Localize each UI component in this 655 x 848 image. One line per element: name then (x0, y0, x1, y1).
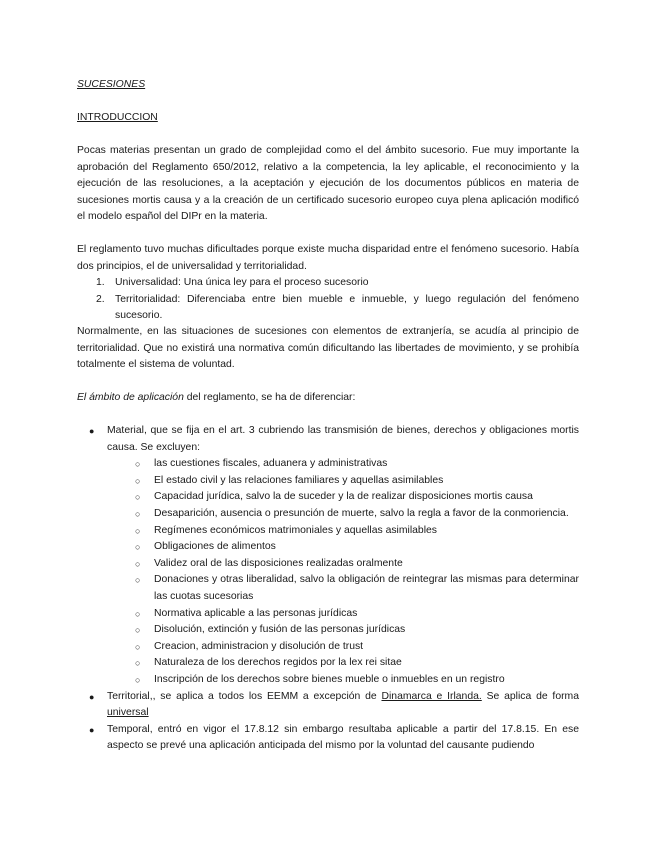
exclusion-text: las cuestiones fiscales, aduanera y administrativas (154, 458, 388, 470)
exclusion-text: Validez oral de las disposiciones realizadas oralmente (154, 557, 403, 569)
sub-bullet-marker: ○ (135, 525, 141, 536)
sub-bullet-marker: ○ (135, 558, 141, 569)
numbered-item (96, 292, 579, 325)
sub-bullet-marker: ○ (135, 575, 141, 586)
exclusion-text: El estado civil y las relaciones familiares y aquellas asimilables (154, 474, 444, 486)
bullet-text: Territorial,, se aplica a todos los EEMM a excepción de (107, 690, 382, 702)
exclusion-item (135, 606, 579, 623)
section-heading: INTRODUCCION (77, 112, 158, 123)
numbered-list (96, 275, 579, 325)
exclusion-item (135, 456, 579, 473)
exclusion-item (135, 523, 579, 540)
exclusion-item (135, 506, 579, 523)
countries-excluded: Dinamarca e Irlanda. (381, 690, 482, 702)
bullet-item-territorial (89, 689, 579, 722)
document-title: SUCESIONES (77, 79, 146, 90)
territoriality-paragraph: Normalmente, en las situaciones de sucesiones con elementos de extranjería, se acudía al principio de territorialidad. Que no existirá una normativa común dificultando las libertades de movimiento, y se prohibía totalmente el sistema de voluntad. (77, 326, 579, 371)
sub-bullet-marker: ○ (135, 641, 141, 652)
sub-bullet-marker: ○ (135, 625, 141, 636)
exclusion-list (89, 456, 579, 688)
bullet-marker: ● (89, 691, 95, 702)
exclusion-text: Regímenes económicos matrimoniales y aquellas asimilables (154, 524, 437, 536)
exclusion-item (135, 572, 579, 605)
numbered-item-text: Territorialidad: Diferenciaba entre bien mueble e inmueble, y luego regulación del fenómeno sucesorio. (115, 293, 579, 322)
bullet-marker: ● (89, 724, 95, 735)
exclusion-item (135, 672, 579, 689)
list-number: 2. (96, 293, 105, 305)
sub-bullet-marker: ○ (135, 475, 141, 486)
bullet-list (89, 423, 579, 755)
exclusion-item (135, 539, 579, 556)
sub-bullet-marker: ○ (135, 459, 141, 470)
exclusion-text: Capacidad jurídica, salvo la de suceder y la de realizar disposiciones mortis causa (154, 491, 533, 503)
exclusion-text: Donaciones y otras liberalidad, salvo la obligación de reintegrar las mismas para determinar las cuotas sucesorias (154, 574, 579, 602)
universal-term: universal (107, 707, 149, 719)
list-number: 1. (96, 277, 105, 288)
exclusion-text: Naturaleza de los derechos regidos por la lex rei sitae (154, 657, 402, 669)
exclusion-text: Creacion, administracion y disolución de trust (154, 640, 364, 652)
bullet-marker: ● (89, 426, 95, 436)
exclusion-text: Desaparición, ausencia o presunción de muerte, salvo la regla a favor de la conmoriencia. (154, 507, 569, 519)
scope-rest: del reglamento, se ha de diferenciar: (183, 392, 356, 403)
exclusion-item (135, 489, 579, 506)
bullet-item-temporal (89, 722, 579, 755)
numbered-item (96, 275, 579, 292)
sub-bullet-marker: ○ (135, 492, 141, 503)
exclusion-item (135, 556, 579, 573)
exclusion-text: Disolución, extinción y fusión de las personas jurídicas (154, 624, 406, 636)
sub-bullet-marker: ○ (135, 542, 141, 553)
exclusion-text: Normativa aplicable a las personas jurídicas (154, 607, 358, 619)
bullet-text-cont: Se aplica de forma (481, 690, 579, 702)
exclusion-text: Obligaciones de alimentos (154, 541, 276, 553)
bullet-text: Material, que se fija en el art. 3 cubriendo las transmisión de bienes, derechos y obligaciones mortis causa. Se excluyen: (107, 425, 579, 453)
sub-bullet-marker: ○ (135, 508, 141, 519)
exclusion-item (135, 655, 579, 672)
intro-paragraph: Pocas materias presentan un grado de complejidad como el del ámbito sucesorio. Fue muy importante la aprobación del Reglamento 650/2012, relativo a la competencia, la ley aplicable, el reconocimiento y la ejecución de las resoluciones, a la aceptación y ejecución de los documentos públicos en materia de sucesiones mortis causa y a la creación de un certificado sucesorio europeo cuya plena aplicación modificó el modelo español del DIPr en la materia. (77, 145, 579, 223)
exclusion-item (135, 639, 579, 656)
bullet-item-material (89, 423, 579, 456)
exclusion-item (135, 473, 579, 490)
bullet-text: Temporal, entró en vigor el 17.8.12 sin embargo resultaba aplicable a partir del 17.8.15. En ese aspecto se prevé una aplicación anticipada del mismo por la voluntad del causante pudiendo (107, 723, 579, 752)
sub-bullet-marker: ○ (135, 608, 141, 619)
numbered-item-text: Universalidad: Una única ley para el proceso sucesorio (115, 277, 369, 288)
sub-bullet-marker: ○ (135, 674, 141, 685)
exclusion-item (135, 622, 579, 639)
exclusion-text: Inscripción de los derechos sobre bienes mueble o inmuebles en un registro (154, 673, 505, 685)
sub-bullet-marker: ○ (135, 658, 141, 669)
scope-italic: El ámbito de aplicación (77, 392, 184, 403)
regulation-paragraph: El reglamento tuvo muchas dificultades porque existe mucha disparidad entre el fenómeno sucesorio. Había dos principios, el de universalidad y territorialidad. (77, 244, 579, 272)
scope-intro (77, 390, 579, 407)
